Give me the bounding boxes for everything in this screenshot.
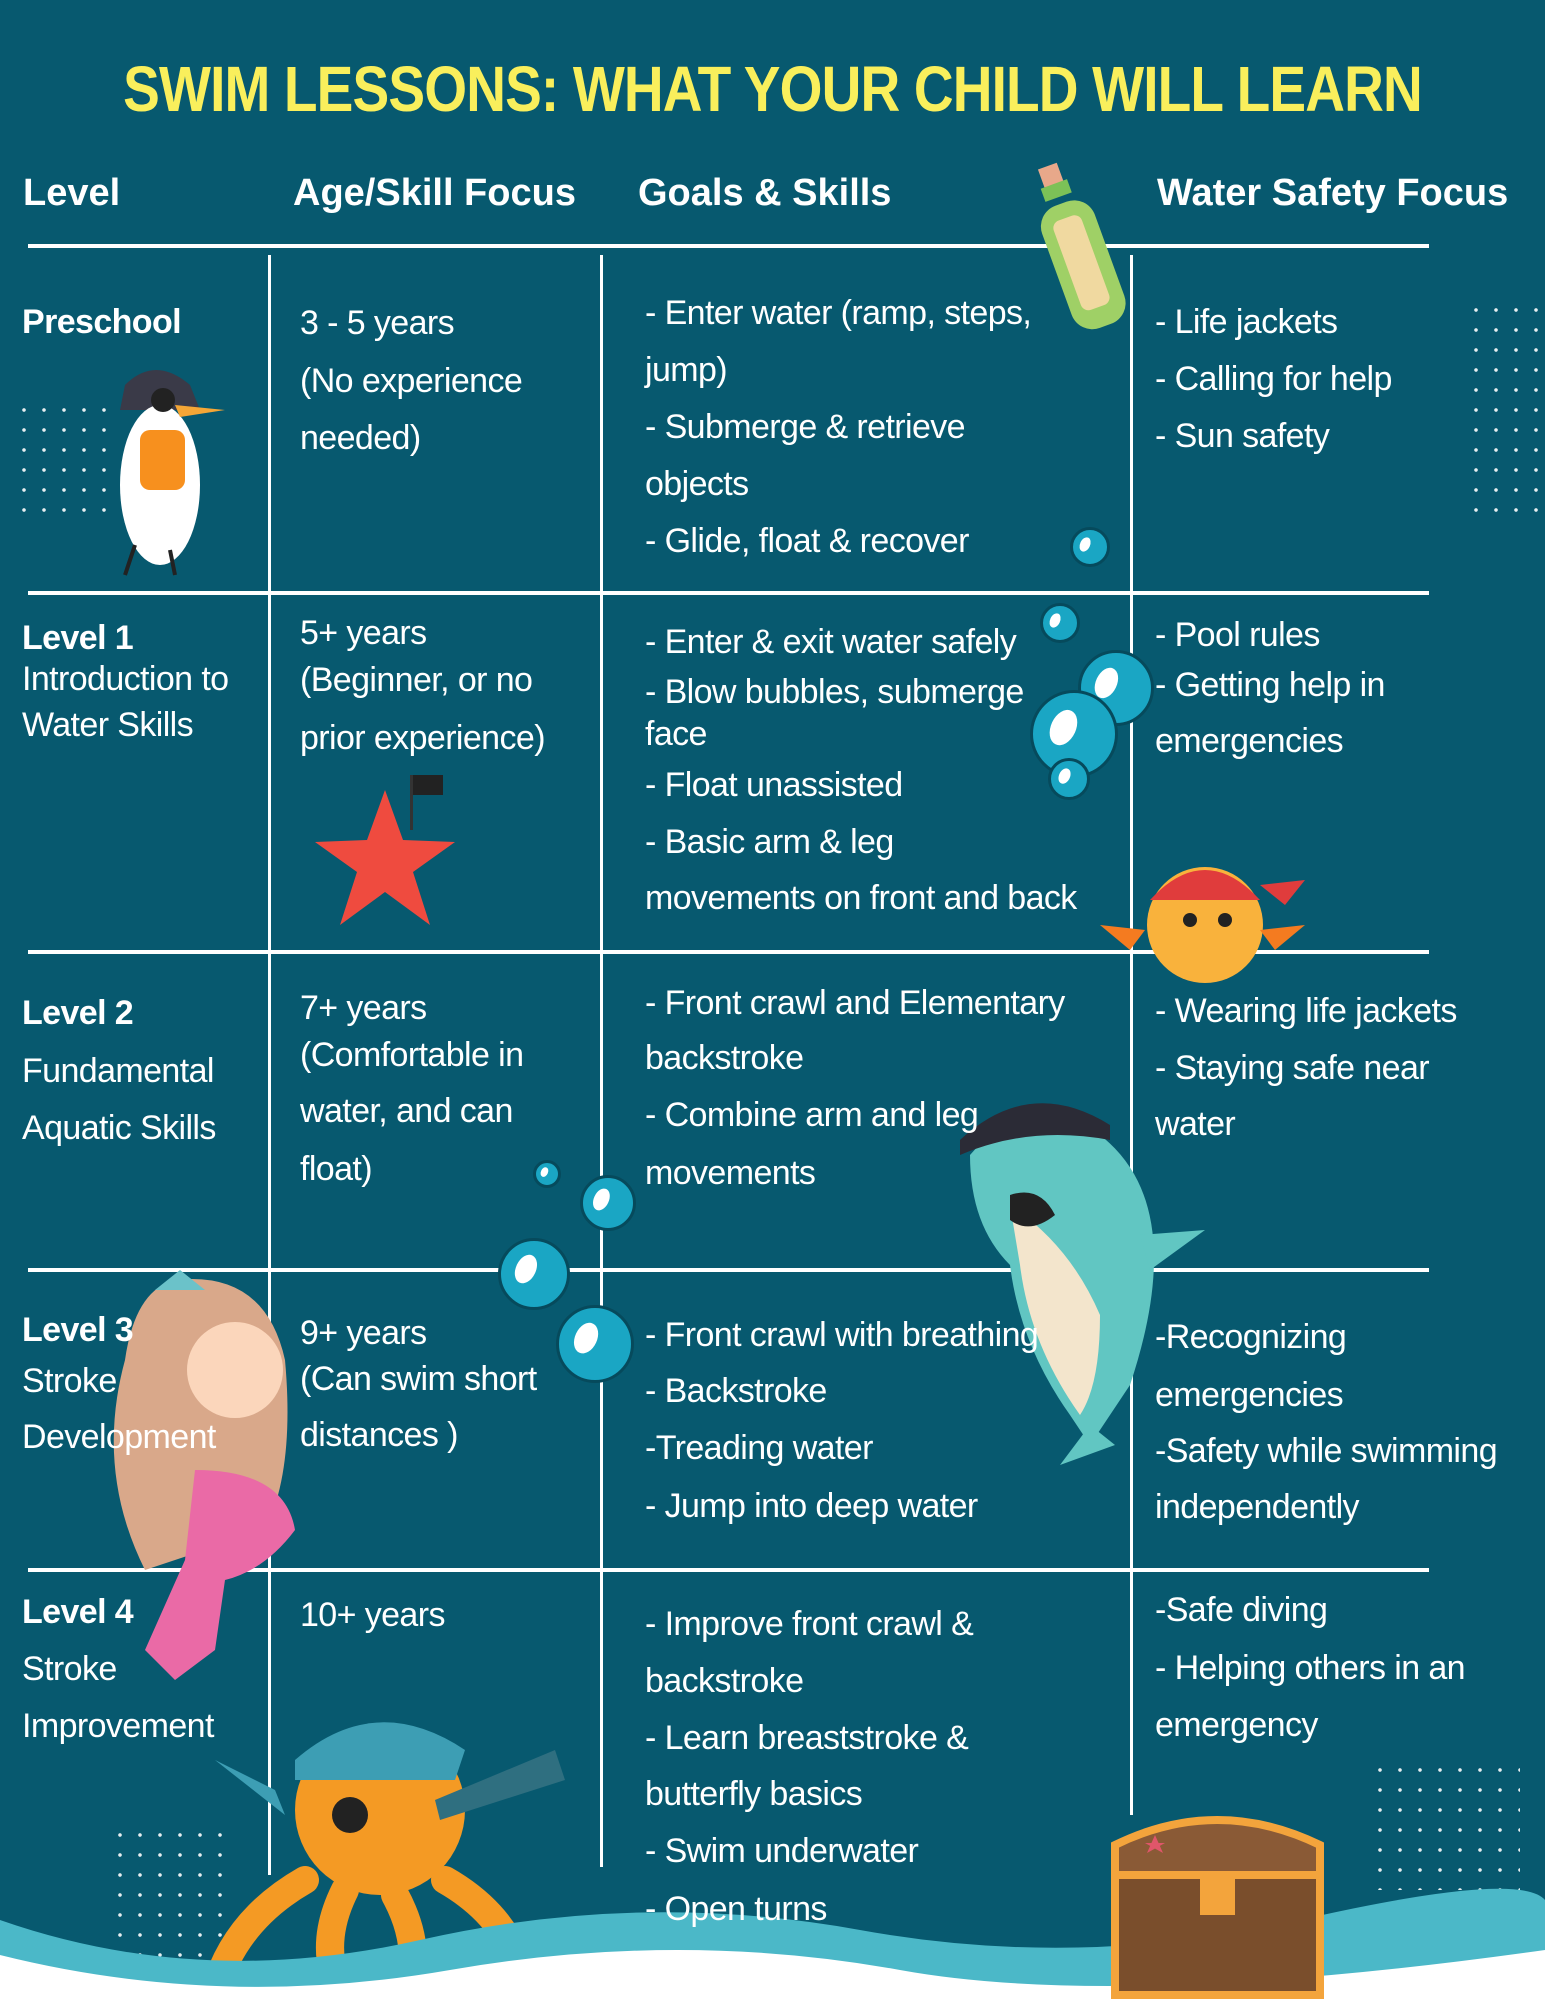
- row-2-age-line: (Comfortable in: [300, 1036, 524, 1074]
- row-4-safety-line: -Safe diving: [1155, 1591, 1328, 1629]
- row-3-level-line: Level 3: [22, 1311, 134, 1349]
- treasure-chest-icon: [1105, 1805, 1330, 2000]
- row-4-level-line: Stroke: [22, 1650, 117, 1688]
- row-2-safety-line: - Wearing life jackets: [1155, 992, 1457, 1030]
- row-1-goals-line: - Enter & exit water safely: [645, 623, 1017, 661]
- row-0-goals-line: - Glide, float & recover: [645, 522, 969, 560]
- header-level: Level: [23, 172, 121, 214]
- row-0-age-line: 3 - 5 years: [300, 304, 455, 342]
- decorative-dots: [1466, 300, 1545, 525]
- row-4-goals-line: - Improve front crawl &: [645, 1605, 974, 1643]
- row-2-level-line: Fundamental: [22, 1052, 214, 1090]
- row-2-age-line: 7+ years: [300, 989, 427, 1027]
- row-3-age-line: (Can swim short: [300, 1360, 537, 1398]
- bubble-icon: [1070, 527, 1110, 567]
- row-1-age-line: prior experience): [300, 719, 545, 757]
- column-divider: [1130, 255, 1133, 1815]
- row-0-safety-line: - Calling for help: [1155, 360, 1392, 398]
- row-3-level-line: Stroke: [22, 1362, 117, 1400]
- row-2-goals-line: movements: [645, 1154, 816, 1192]
- row-4-goals-line: - Learn breaststroke &: [645, 1719, 969, 1757]
- row-3-goals-line: - Front crawl with breathing: [645, 1316, 1039, 1354]
- row-4-safety-line: emergency: [1155, 1706, 1318, 1744]
- row-0-safety-line: - Life jackets: [1155, 303, 1338, 341]
- row-0-goals-line: jump): [645, 351, 728, 389]
- row-1-goals-line: face: [645, 715, 707, 753]
- column-divider: [600, 255, 603, 1867]
- row-3-safety-line: independently: [1155, 1488, 1359, 1526]
- row-1-safety-line: - Pool rules: [1155, 616, 1320, 654]
- row-4-goals-line: - Open turns: [645, 1890, 827, 1928]
- bubble-icon: [1040, 603, 1080, 643]
- table-divider: [28, 244, 1429, 248]
- row-4-age-line: 10+ years: [300, 1596, 445, 1634]
- row-3-goals-line: - Backstroke: [645, 1372, 827, 1410]
- row-3-safety-line: -Recognizing: [1155, 1318, 1347, 1356]
- row-1-level-line: Introduction to: [22, 660, 229, 698]
- row-3-safety-line: -Safety while swimming: [1155, 1432, 1498, 1470]
- row-3-level-line: Development: [22, 1418, 216, 1456]
- bubble-icon: [1048, 758, 1090, 800]
- message-bottle-icon: [1020, 155, 1140, 345]
- bubble-icon: [580, 1175, 636, 1231]
- row-0-age-line: needed): [300, 419, 421, 457]
- row-4-level-line: Improvement: [22, 1707, 214, 1745]
- row-0-age-line: (No experience: [300, 362, 523, 400]
- header-water-safety-focus: Water Safety Focus: [1157, 172, 1509, 214]
- row-0-level-line: Preschool: [22, 303, 181, 341]
- starfish-pirate-icon: [305, 770, 465, 945]
- row-3-age-line: 9+ years: [300, 1314, 427, 1352]
- row-3-goals-line: - Jump into deep water: [645, 1487, 978, 1525]
- row-0-goals-line: - Enter water (ramp, steps,: [645, 294, 1032, 332]
- row-2-safety-line: water: [1155, 1105, 1236, 1143]
- row-0-safety-line: - Sun safety: [1155, 417, 1330, 455]
- row-1-age-line: 5+ years: [300, 614, 427, 652]
- row-1-safety-line: emergencies: [1155, 722, 1344, 760]
- row-4-goals-line: butterfly basics: [645, 1775, 863, 1813]
- row-1-level-line: Level 1: [22, 619, 134, 657]
- row-2-level-line: Level 2: [22, 994, 134, 1032]
- row-2-goals-line: - Front crawl and Elementary: [645, 984, 1065, 1022]
- mermaid-icon: [85, 1270, 305, 1680]
- row-4-goals-line: backstroke: [645, 1662, 804, 1700]
- table-divider: [28, 591, 1429, 595]
- row-2-goals-line: backstroke: [645, 1039, 804, 1077]
- page-title: SWIM LESSONS: WHAT YOUR CHILD WILL LEARN: [123, 53, 1422, 125]
- row-2-age-line: water, and can: [300, 1092, 513, 1130]
- seagull-pirate-icon: [75, 355, 235, 580]
- row-1-safety-line: - Getting help in: [1155, 666, 1385, 704]
- pufferfish-pirate-icon: [1090, 840, 1315, 990]
- row-1-goals-line: - Float unassisted: [645, 766, 903, 804]
- bubble-icon: [556, 1305, 634, 1383]
- row-2-safety-line: - Staying safe near: [1155, 1049, 1429, 1087]
- header-age-skill-focus: Age/Skill Focus: [293, 172, 576, 214]
- row-2-goals-line: - Combine arm and leg: [645, 1096, 979, 1134]
- row-1-level-line: Water Skills: [22, 706, 194, 744]
- row-3-safety-line: emergencies: [1155, 1376, 1344, 1414]
- row-1-goals-line: movements on front and back: [645, 879, 1077, 917]
- row-4-goals-line: - Swim underwater: [645, 1832, 919, 1870]
- row-4-level-line: Level 4: [22, 1593, 134, 1631]
- row-3-age-line: distances ): [300, 1416, 458, 1454]
- header-goals-skills: Goals & Skills: [638, 172, 892, 214]
- bubble-icon: [498, 1238, 570, 1310]
- row-1-age-line: (Beginner, or no: [300, 661, 533, 699]
- row-4-safety-line: - Helping others in an: [1155, 1649, 1465, 1687]
- shark-pirate-icon: [950, 1085, 1210, 1475]
- row-0-goals-line: - Submerge & retrieve: [645, 408, 965, 446]
- row-0-goals-line: objects: [645, 465, 749, 503]
- bubble-icon: [533, 1160, 561, 1188]
- row-1-goals-line: - Blow bubbles, submerge: [645, 673, 1024, 711]
- row-2-age-line: float): [300, 1150, 372, 1188]
- row-3-goals-line: -Treading water: [645, 1429, 873, 1467]
- row-2-level-line: Aquatic Skills: [22, 1109, 216, 1147]
- row-1-goals-line: - Basic arm & leg: [645, 823, 894, 861]
